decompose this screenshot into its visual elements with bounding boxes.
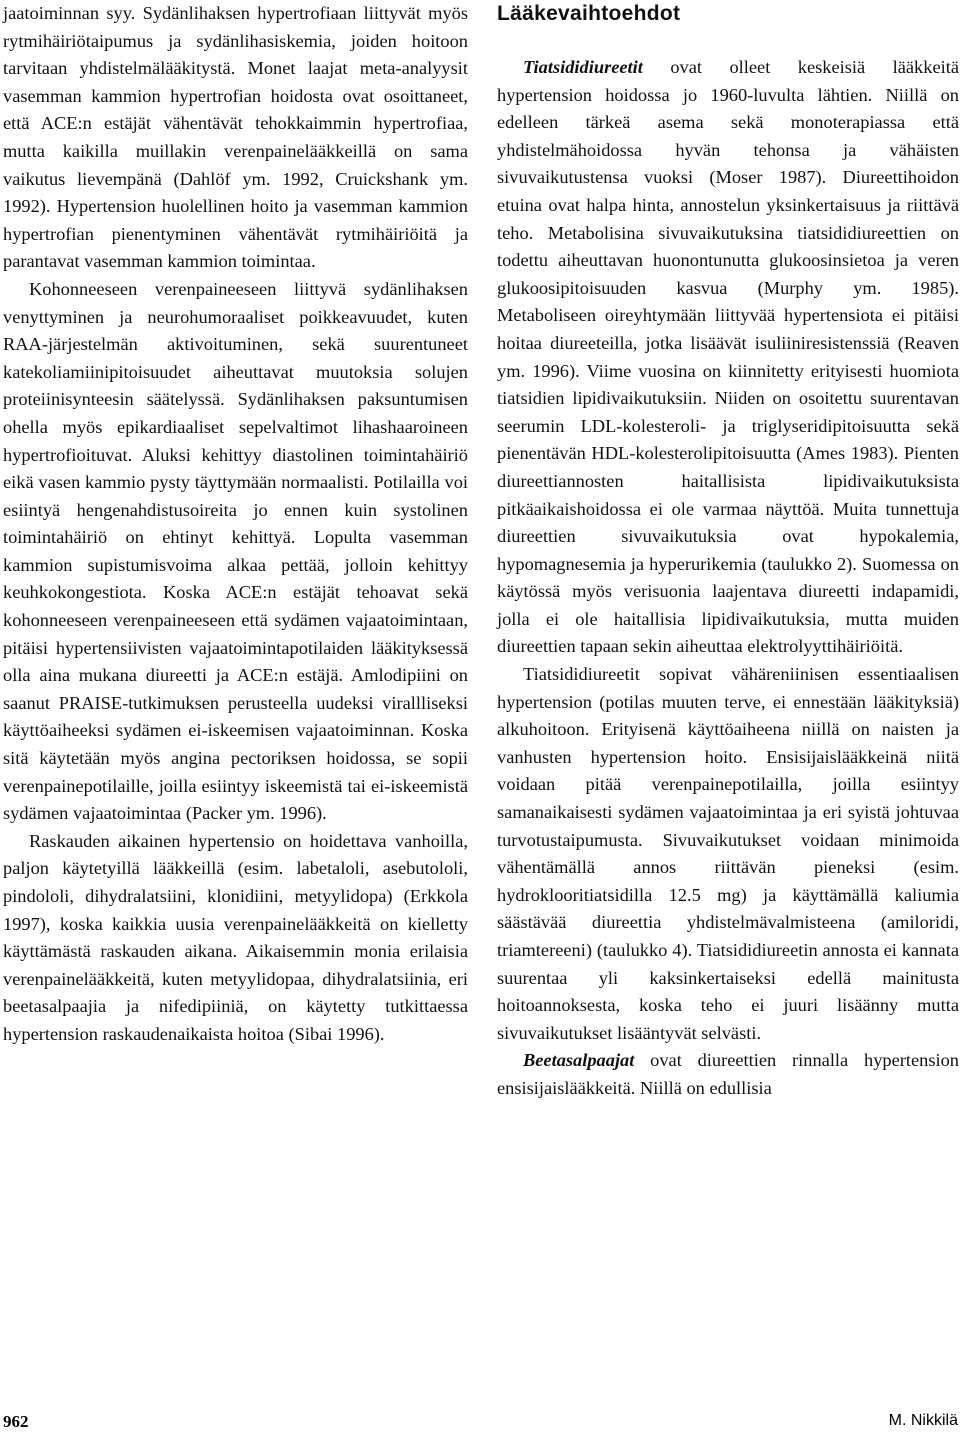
page-number: 962	[3, 1412, 29, 1431]
paragraph	[497, 1047, 959, 1102]
page-footer	[0, 1412, 960, 1438]
left-column	[3, 0, 468, 1049]
paragraph: jaatoiminnan syy. Sydänlihaksen hypertrofiaan liittyvät myös rytmihäiriötaipumus ja sydänlihasiskemia, joiden hoitoon tarvitaan yhdistelmälääkitystä. Monet laajat meta-analyysit vasemman kammion hypertrofian hoidosta ovat osoittaneet, että ACE:n estäjät vähentävät tehokkaimmin hypertrofiaa, mutta kaikilla muillakin verenpainelääkkeillä on sama vaikutus lievempänä (Dahlöf ym. 1992, Cruickshank ym. 1992). Hypertension huolellinen hoito ja vasemman kammion hypertrofian pienentyminen vähentävät rytmihäiriöitä ja parantavat vasemman kammion toimintaa.	[3, 3, 468, 272]
term-label: Beetasalpaajat	[523, 1050, 635, 1071]
section-heading: Lääkevaihtoehdot	[497, 2, 681, 25]
term-label: Tiatsididiureetit	[523, 57, 643, 77]
paragraph: Tiatsididiureetit sopivat vähäreniinisen essentiaalisen hypertension (potilas muuten terve, ei ennestään lääkityksiä) alkuhoitoon. Erityisenä käyttöaiheena niillä on naisten ja vanhusten hypertension hoito. Ensisijaislääkkeinä niitä voidaan pitää verenpainepotilailla, joilla esiintyy samanaikaisesti sydämen vajaatoimintaa ja eri syistä johtuvaa turvotustaipumusta. Sivuvaikutukset voidaan minimoida vähentämällä annos riittävän pieneksi (esim. hydroklooritiatsidilla 12.5 mg) ja käyttämällä kaliumia säästävää diureettia yhdistelmävalmisteena (amiloridi, triamtereeni) (taulukko 4). Tiatsididiureetin annosta ei kannata suurentaa yli kaksinkertaiseksi edellä mainitusta hoitoannoksesta, koska teho ei juuri lisäänny mutta sivuvaikutukset lisääntyvät selvästi.	[497, 664, 959, 1043]
paragraph-text: ovat diureettien rinnalla hypertension ensisijaislääkkeitä. Niillä on edullisia	[497, 1050, 959, 1098]
paragraph	[497, 54, 959, 661]
paragraph: Raskauden aikainen hypertensio on hoidettava vanhoilla, paljon käytetyillä lääkkeillä (esim. labetaloli, asebutololi, pindololi, dihydralatsiini, klonidiini, metyylidopa) (Erkkola 1997), koska kaikkia uusia verenpainelääkkeitä on kielletty käyttämästä raskauden aikana. Aikaisemmin monia erilaisia verenpainelääkkeitä, kuten metyylidopaa, dihydralatsiinia, eri beetasalpaajia ja nifedipiiniä, on käytetty tutkittaessa hypertension raskaudenaikaista hoitoa (Sibai 1996).	[3, 830, 468, 1044]
right-column	[497, 0, 959, 1103]
paragraph: Kohonneeseen verenpaineeseen liittyvä sydänlihaksen venyttyminen ja neurohumoraaliset poikkeavuudet, kuten RAA-järjestelmän aktivoituminen, sekä suurentuneet katekoliamiinipitoisuudet aiheuttavat muutoksia solujen proteiinisynteesin säätelyssä. Sydänlihaksen paksuntumisen ohella myös epikardiaaliset sepelvaltimot lihashaaroineen hypertrofioituvat. Aluksi kehittyy diastolinen toimintahäiriö eikä vasen kammio pysty täyttymään normaalisti. Potilailla voi esiintyä hengenahdistusoireita jo ennen kuin systolinen toimintahäiriö on ehtinyt kehittyä. Lopulta vasemman kammion supistumisvoima alkaa pettää, jolloin kehittyy keuhkokongestiota. Koska ACE:n estäjät tehoavat sekä kohonneeseen verenpaineeseen että sydämen vajaatoimintaan, pitäisi hypertensiivisten vajaatoimintapotilaiden lääkityksessä olla aina mukana diureetti ja ACE:n estäjä. Amlodipiini on saanut PRAISE-tutkimuksen perusteella uudeksi virallliseksi käyttöaiheeksi sydämen ei-iskeemisen vajaatoiminnan. Koska sitä käytetään myös angina pectoriksen hoidossa, se sopii verenpainepotilaille, joilla esiintyy iskeemistä tai ei-iskeemistä sydämen vajaatoimintaa (Packer ym. 1996).	[3, 278, 468, 824]
paragraph-text: ovat olleet keskeisiä lääkkeitä hypertension hoidossa jo 1960-luvulta lähtien. Niillä on edelleen tärkeä asema sekä monoterapiassa että yhdistelmähoidossa hyvän tehonsa ja vähäisten sivuvaikutustensa vuoksi (Moser 1987). Diureettihoidon etuina ovat halpa hinta, annostelun yksinkertaisuus ja riittävä teho. Metabolisina sivuvaikutuksina tiatsididiureettien on todettu aiheuttavan huonontunutta glukoosinsietoa ja veren glukoosipitoisuuden kasvua (Murphy ym. 1985). Metaboliseen oireyhtymään liittyvää hypertensiota ei pitäisi hoitaa diureeteilla, jotka lisäävät isuliiniresistenssiä (Reaven ym. 1996). Viime vuosina on kiinnitetty erityisesti huomiota tiatsidien lipidivaikutuksiin. Niiden on osoitettu suurentavan seerumin LDL-kolesteroli- ja triglyseridipitoisuutta sekä pienentävän HDL-kolesterolipitoisuutta (Ames 1983). Pienten diureettiannosten haitallisista lipidivaikutuksista pitkäaikaishoidossa ei ole varmaa näyttöä. Muita tunnettuja diureettien sivuvaikutuksia ovat hypokalemia, hypomagnesemia ja hyperurikemia (taulukko 2). Suomessa on käytössä myös verisuonia laajentava diureetti indapamidi, jolla ei ole haitallisia lipidivaikutuksia, mutta muiden diureettien tapaan sekin aiheuttaa elektrolyyttihäiriöitä.	[497, 57, 959, 657]
running-author: M. Nikkilä	[888, 1412, 958, 1429]
